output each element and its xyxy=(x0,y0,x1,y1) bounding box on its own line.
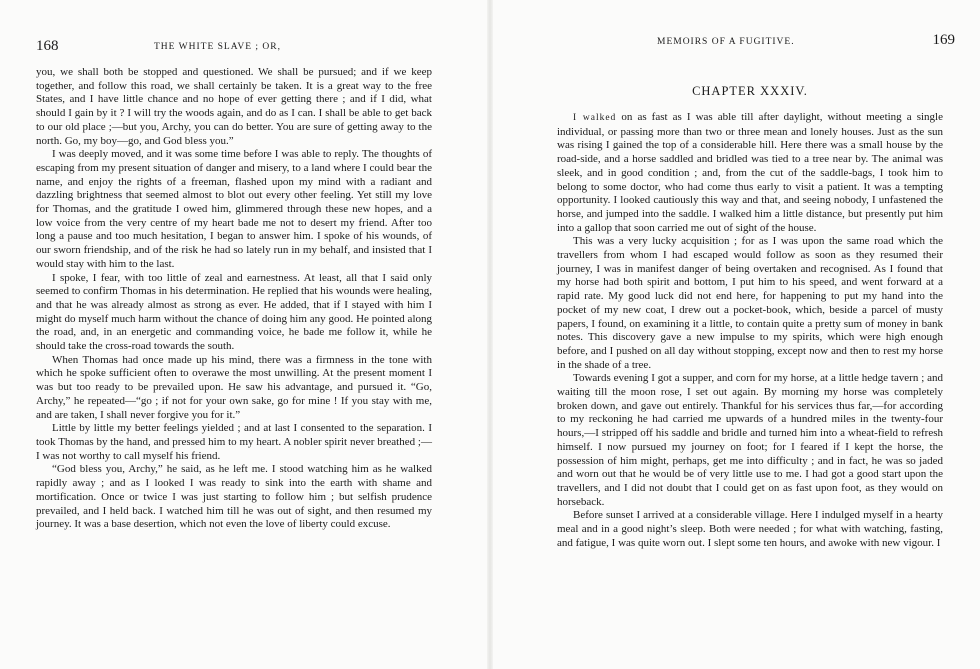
left-page-number: 168 xyxy=(36,38,59,54)
paragraph: “God bless you, Archy,” he said, as he left me. I stood watching him as he walked rapidly away ; and as I looked I was ready to sink into the earth with shame and mortification. Once or twice I was just starting to follow him ; but selfish prudence prevailed, and I held back. I watched him till he was out of sight, and then resumed my journey. It was a base desertion, which not even the love of liberty could excuse. xyxy=(36,463,432,531)
right-page xyxy=(557,0,955,669)
chapter-opening-words: I walked xyxy=(573,113,617,123)
chapter-heading: CHAPTER XXXIV. xyxy=(692,84,808,98)
paragraph: When Thomas had once made up his mind, there was a firmness in the tone with which he spoke sufficient often to overawe the most unwilling. At the present moment I was but too ready to be prevailed upon. He saw his advantage, and pursued it. “Go, Archy,” he repeated—“go ; if not for your own sake, go for mine ! If you stay with me, and are taken, I shall never forgive you for it.” xyxy=(36,353,432,421)
paragraph: This was a very lucky acquisition ; for as I was upon the same road which the travellers from whom I had escaped would follow as soon as they resumed their journey, I was in manifest danger of being overtaken and recognised. As I found that my horse had both spirit and bottom, I put him to his speed, and went forward at a rapid rate. My good luck did not end here, for happening to put my hand into the pocket of my new coat, I drew out a pocket-book, which, beside a parcel of musty papers, I found, on examining it a little, to contain quite a pretty sum of money in bank notes. This discovery gave a new impulse to my spirits, which were high enough before, and I pushed on all day without stopping, except now and then to rest my horse in the shade of a tree. xyxy=(557,235,943,371)
right-page-number: 169 xyxy=(932,32,955,48)
paragraph-text: on as fast as I was able till after daylight, without meeting a single individual, or passing more than two or three mean and lonely houses. Just as the sun was rising I gained the top of a considerable hill. Here there was a small house by the road-side, and a horse saddled and bridled was tied to a tree near by. The animal was sleek, and in good condition ; and, from the cut of the saddle-bags, I took him to belong to some doctor, who had come thus early to visit a patient. It was a tempting opportunity. I looked cautiously this way and that, and seeing nobody, I unfastened the horse, and jumped into the saddle. I walked him a little distance, but presently put him into a gallop that soon carried me out of sight of the house. xyxy=(557,111,943,234)
paragraph: I was deeply moved, and it was some time before I was able to reply. The thoughts of escaping from my present situation of danger and misery, to a land where I could bear the name, and enjoy the rights of a freeman, flashed upon my mind with a radiant and dazzling brightness that seemed almost to blot out every other feeling. Yet still my love for Thomas, and the gratitude I owed him, glimmered through these new hopes, and a low voice from the very centre of my heart bade me not to desert my friend. After too long a pause and too much hesitation, I began to answer him. I spoke of his wounds, of our sworn friendship, and of the risk he had so lately run in my behalf, and insisted that I would stay with him to the last. xyxy=(36,148,432,270)
paragraph: Little by little my better feelings yielded ; and at last I consented to the separation. I took Thomas by the hand, and pressed him to my heart. A nobler spirit never breathed ;—I was not worthy to call myself his friend. xyxy=(36,422,432,462)
left-body-text xyxy=(36,66,432,532)
paragraph: Before sunset I arrived at a considerable village. Here I indulged myself in a hearty meal and in a good night’s sleep. Both were needed ; for what with watching, fasting, and fatigue, I was quite worn out. I slept some ten hours, and awoke with new vigour. I xyxy=(557,509,943,549)
paragraph: you, we shall both be stopped and questioned. We shall be pursued; and if we keep together, and follow this road, we shall certainly be taken. It is a great way to the free States, and I have little chance and no hope of ever getting there ; and if I did, what should I gain by it ? I will try the woods again, and do as I can. I shall be able to get back to our old place ;—but you, Archy, you can do better. You are sure of getting away to the north. Go, my boy—go, and God bless you.” xyxy=(36,66,432,147)
paragraph: Towards evening I got a supper, and corn for my horse, at a little hedge tavern ; and waiting till the moon rose, I set out again. By morning my horse was completely broken down, and gave out entirely. Thankful for his services thus far,—for according to my reckoning he had carried me upwards of a hundred miles in the twenty-four hours,—I stripped off his saddle and bridle and turned him into a wheat-field to refresh himself. I now pursued my journey on foot; for I feared if I kept the horse, the possession of him might, perhaps, get me into difficulty ; and in fact, he was so jaded and worn out that he would be of very little use to me. I had got a good start upon the travellers, and I did not doubt that I could get on as fast upon foot, as they would on horseback. xyxy=(557,372,943,508)
left-running-title: THE WHITE SLAVE ; OR, xyxy=(154,42,281,52)
left-running-head xyxy=(36,38,432,56)
left-page xyxy=(36,0,432,669)
right-running-head xyxy=(557,32,955,56)
right-running-title: MEMOIRS OF A FUGITIVE. xyxy=(657,37,795,47)
right-body-text xyxy=(557,111,943,551)
paragraph xyxy=(557,111,943,235)
paragraph: I spoke, I fear, with too little of zeal and earnestness. At least, all that I said only seemed to confirm Thomas in his determination. He replied that his wounds were healing, and that he was already almost as strong as ever. He added, that if I stayed with him I might do myself much harm without the chance of doing him any good. He pointed along the road, and, in an energetic and commanding voice, he bade me follow it, while he should take the cross-road towards the south. xyxy=(36,271,433,353)
book-gutter xyxy=(487,0,493,669)
